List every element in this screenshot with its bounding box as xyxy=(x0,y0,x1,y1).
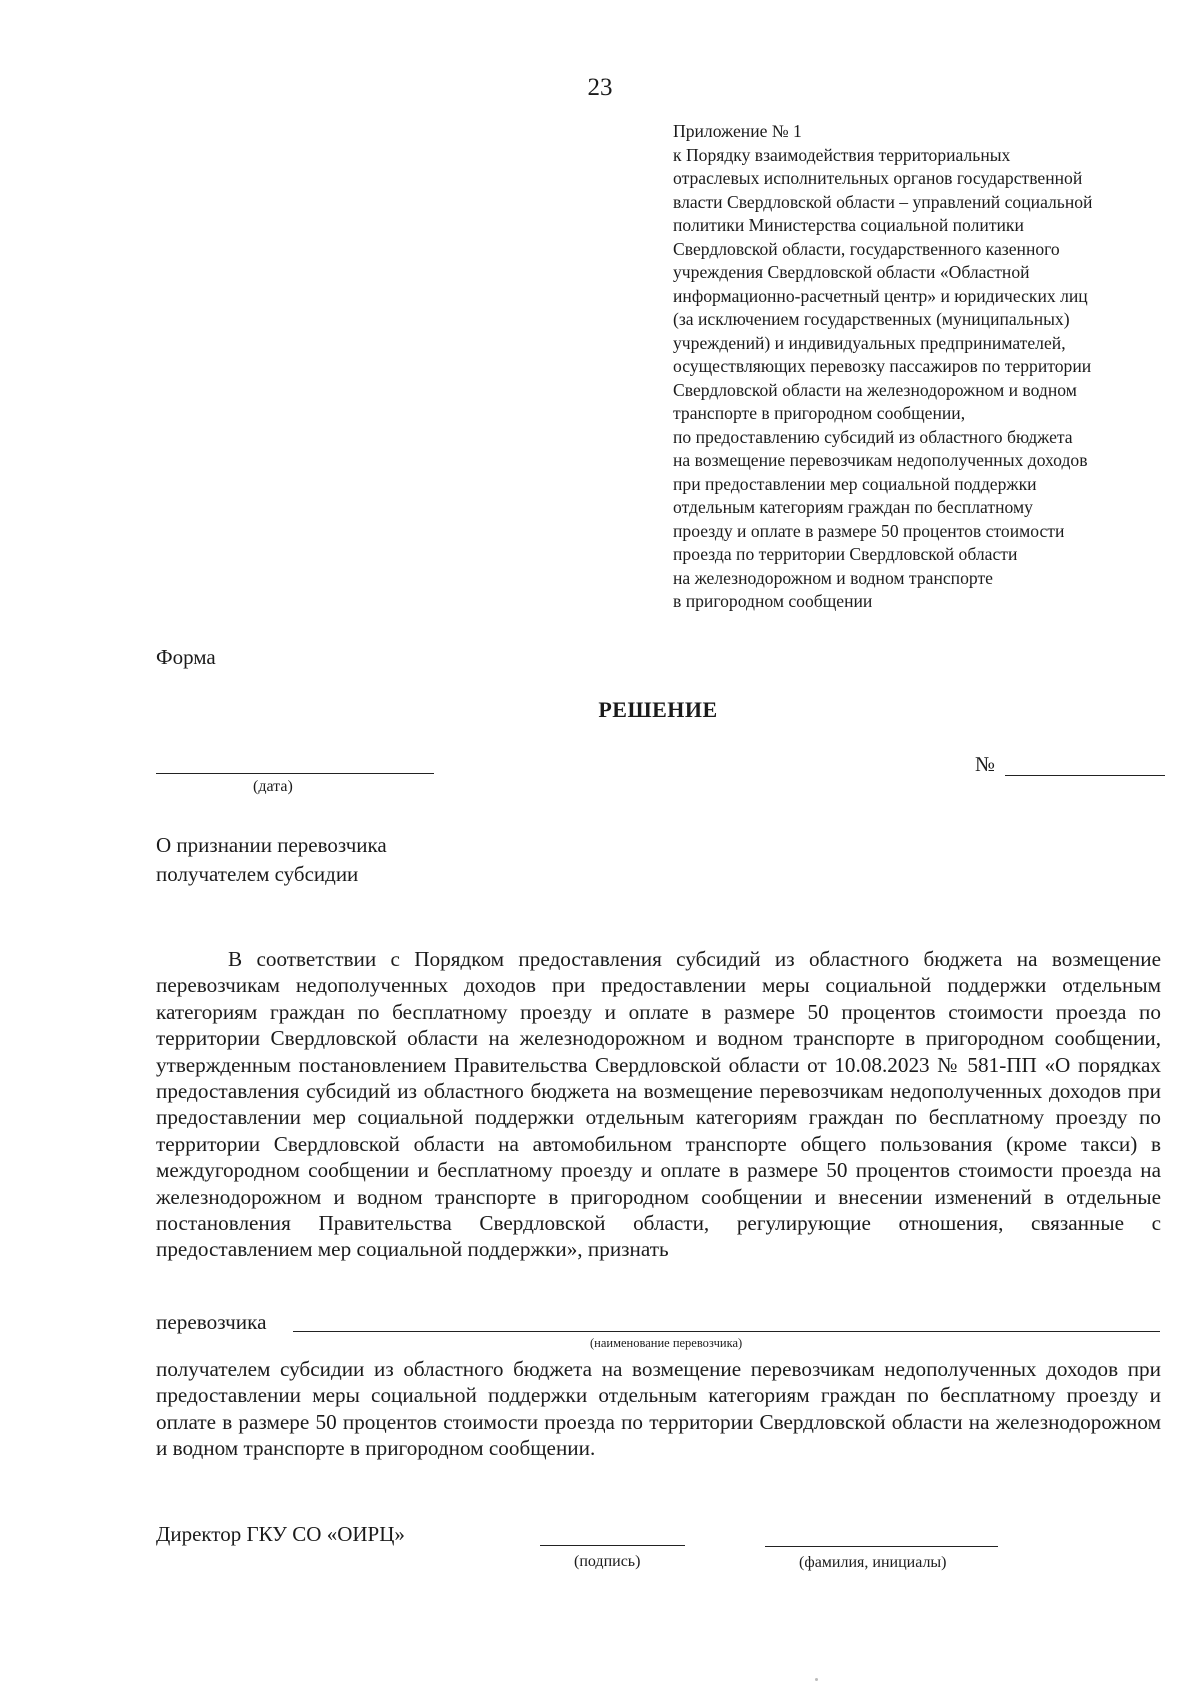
document-title: РЕШЕНИЕ xyxy=(598,697,718,722)
appendix-line: Свердловской области, государственного казенного xyxy=(673,238,1060,259)
appendix-block xyxy=(673,120,1183,614)
signature-line[interactable] xyxy=(540,1545,685,1546)
carrier-caption: (наименование перевозчика) xyxy=(590,1336,743,1350)
body-paragraph-2: получателем субсидии из областного бюджета на возмещение перевозчикам недополученных доходов при предоставлении меры социальной поддержки отдельным категориям граждан по бесплатному проезду и оплате в размере 50 процентов стоимости проезда по территории Свердловской области на железнодорожном и водном транспорте в пригородном сообщении. xyxy=(156,1357,1161,1461)
signer-title: Директор ГКУ СО «ОИРЦ» xyxy=(156,1522,405,1546)
body-paragraph-text: В соответствии с Порядком предоставления субсидий из областного бюджета на возмещение перевозчикам недополученных доходов при предоставлении меры социальной поддержки отдельным категориям граждан по бесплатному проезду и оплате в размере 50 процентов стоимости проезда по территории Свердловской области на железнодорожном и водном транспорте в пригородном сообщении, утвержденным постановлением Правительства Свердловской области от 10.08.2023 № 581-ПП «О порядках предоставления субсидий из областного бюджета на возмещение перевозчикам недополученных доходов при предоставлении мер социальной поддержки отдельным категориям граждан по бесплатному проезду по территории Свердловской области на автомобильном транспорте общего пользования (кроме такси) в междугородном сообщении и бесплатному проезду и оплате в размере 50 процентов стоимости проезда на железнодорожном и водном транспорте в пригородном сообщении и внесении изменений в отдельные постановления Правительства Свердловской области, регулирующие отношения, связанные с предоставлением мер социальной поддержки», признать xyxy=(156,947,1161,1262)
appendix-line: проезду и оплате в размере 50 процентов стоимости xyxy=(673,520,1065,541)
date-caption: (дата) xyxy=(253,778,293,795)
appendix-line: проезда по территории Свердловской области xyxy=(673,544,1018,564)
scan-dot xyxy=(815,1678,818,1681)
name-line[interactable] xyxy=(765,1546,998,1547)
carrier-name-line[interactable] xyxy=(293,1331,1160,1332)
number-field-line[interactable] xyxy=(1005,775,1165,776)
appendix-line: учреждений) и индивидуальных предпринимателей, xyxy=(673,332,1066,353)
appendix-line: при предоставлении мер социальной поддержки xyxy=(673,473,1037,494)
signature-caption: (подпись) xyxy=(574,1553,641,1570)
appendix-line: по предоставлению субсидий из областного бюджета xyxy=(673,426,1073,447)
appendix-line: к Порядку взаимодействия территориальных xyxy=(673,144,1011,165)
name-caption: (фамилия, инициалы) xyxy=(799,1554,947,1571)
appendix-line: политики Министерства социальной политики xyxy=(673,215,1024,235)
appendix-line: отраслевых исполнительных органов государственной xyxy=(673,168,1083,188)
appendix-line: на возмещение перевозчикам недополученных доходов xyxy=(673,450,1088,470)
appendix-line: отдельным категориям граждан по бесплатному xyxy=(673,497,1033,517)
appendix-line: Приложение № 1 xyxy=(673,121,802,141)
date-field-line[interactable] xyxy=(156,773,434,774)
subject-line: получателем субсидии xyxy=(156,862,359,886)
page-number: 23 xyxy=(587,74,613,101)
appendix-line: информационно-расчетный центр» и юридических лиц xyxy=(673,285,1088,306)
number-sign: № xyxy=(975,752,996,776)
subject-line: О признании перевозчика xyxy=(156,833,387,857)
appendix-line: в пригородном сообщении xyxy=(673,591,873,611)
appendix-line: транспорте в пригородном сообщении, xyxy=(673,403,966,423)
appendix-line: (за исключением государственных (муниципальных) xyxy=(673,309,1070,329)
body-paragraph xyxy=(156,946,1161,1263)
carrier-word: перевозчика xyxy=(156,1310,267,1334)
appendix-line: власти Свердловской области – управлений социальной xyxy=(673,191,1093,212)
appendix-line: учреждения Свердловской области «Областной xyxy=(673,262,1030,282)
appendix-line: на железнодорожном и водном транспорте xyxy=(673,567,993,588)
appendix-line: осуществляющих перевозку пассажиров по территории xyxy=(673,356,1092,376)
subject-block xyxy=(156,831,387,889)
appendix-line: Свердловской области на железнодорожном и водном xyxy=(673,379,1077,400)
form-label: Форма xyxy=(156,645,216,669)
